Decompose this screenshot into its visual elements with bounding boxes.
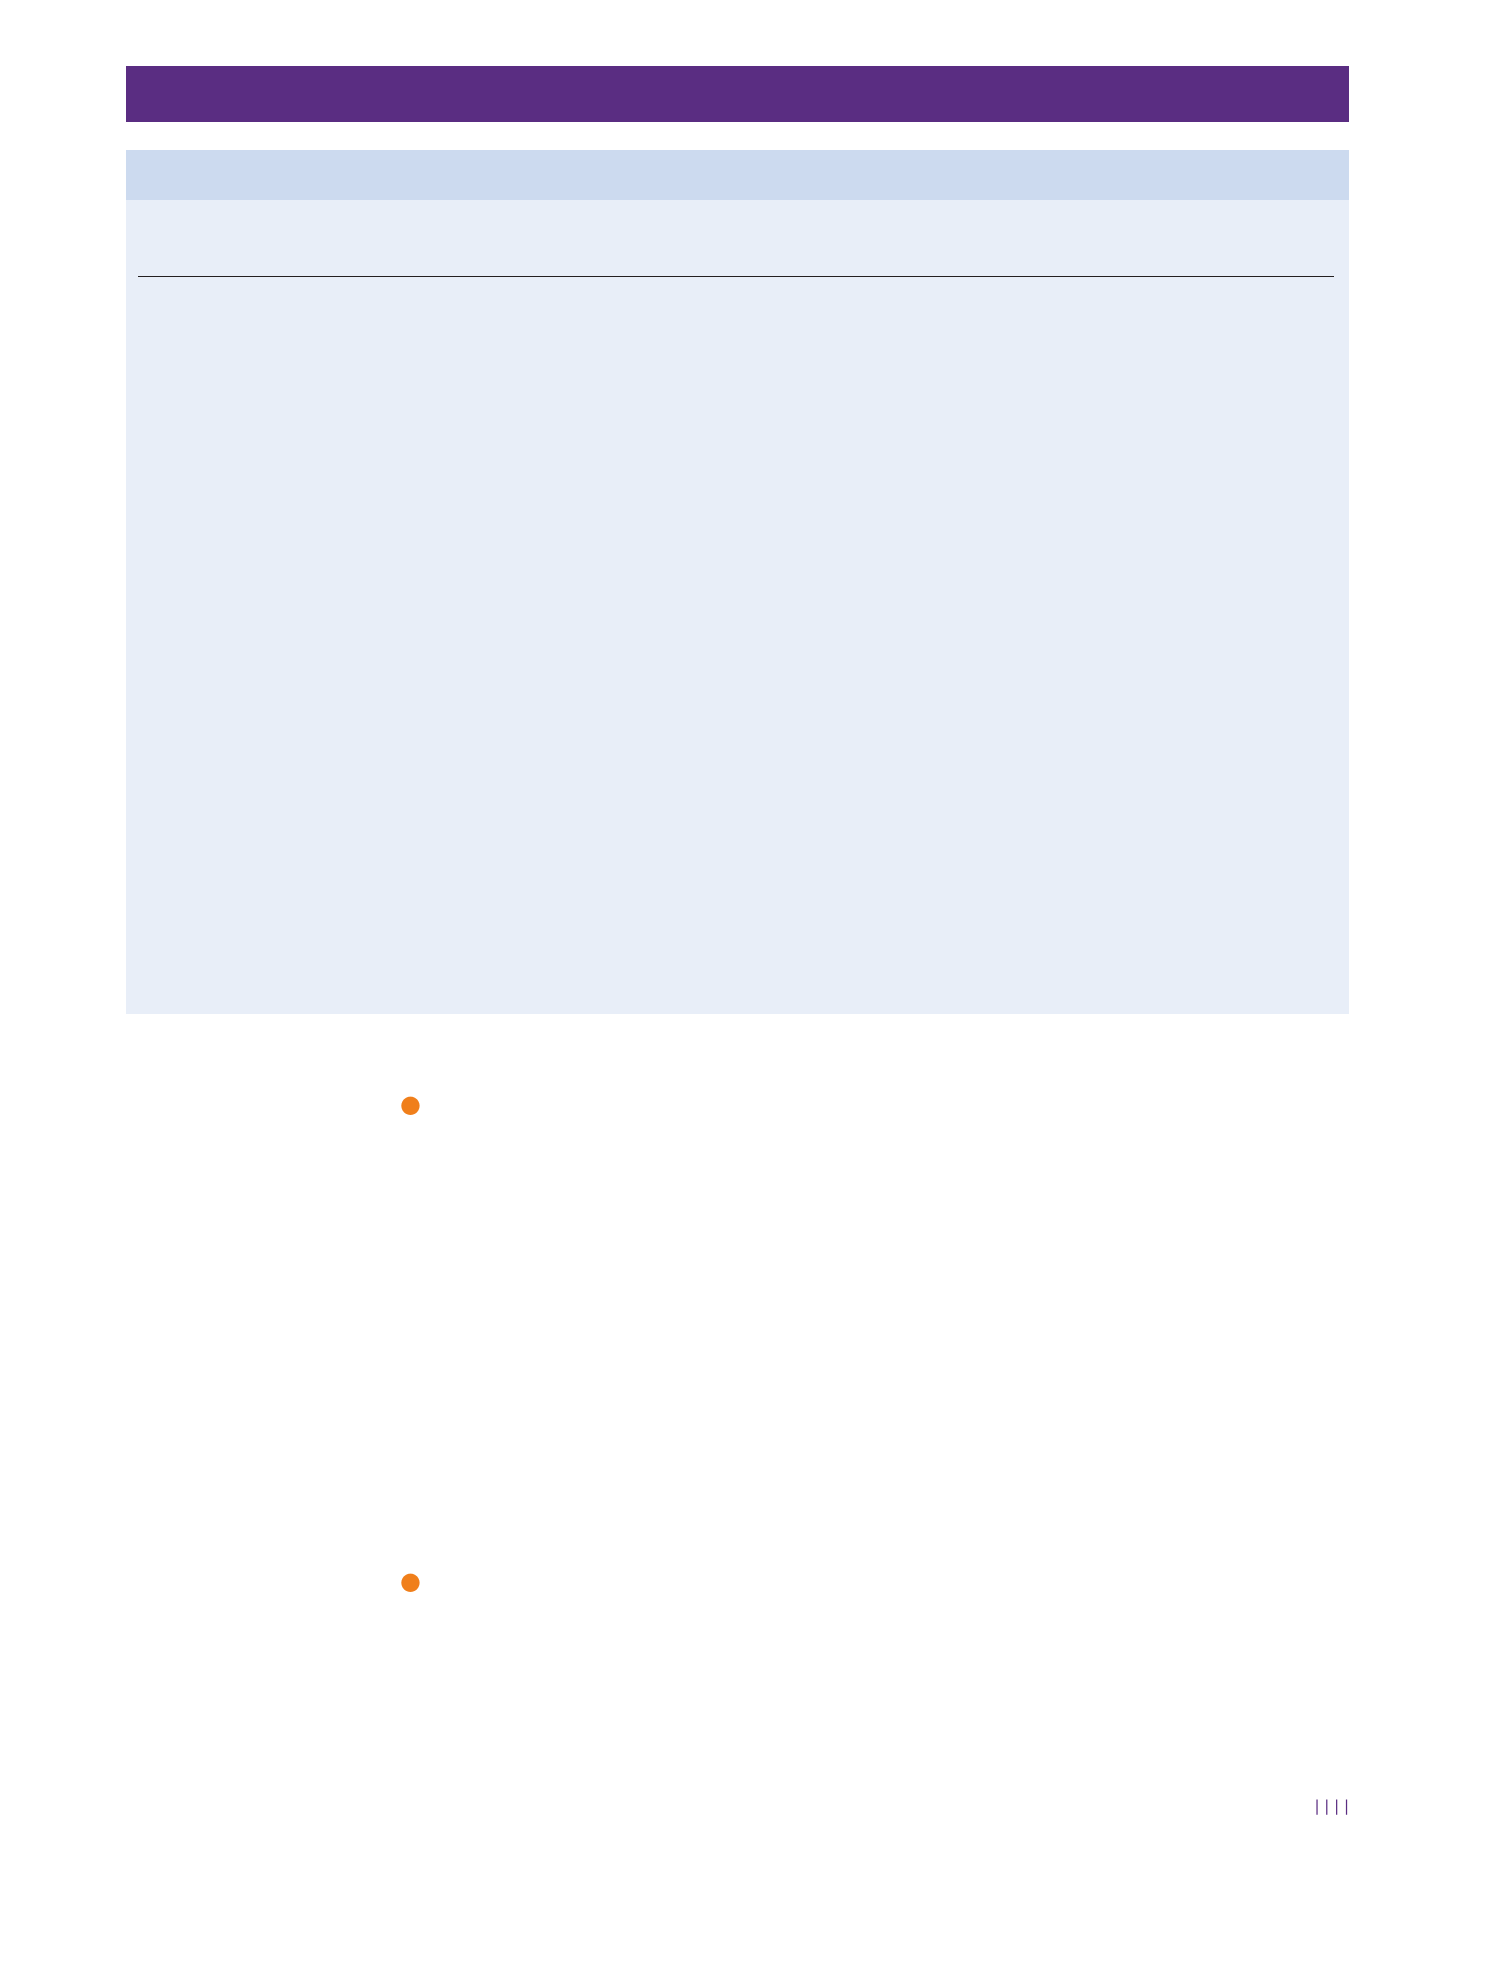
table-caption-bar <box>126 150 1349 200</box>
stage4-heading <box>400 1567 1350 1595</box>
stage3-heading <box>400 1090 1350 1118</box>
timing-dot-icon: ● <box>400 1567 421 1595</box>
footer-citation: | | | | <box>1314 1797 1349 1815</box>
journal-banner <box>126 66 1349 122</box>
table-box <box>126 150 1349 1014</box>
timing-dot-icon: ● <box>400 1090 421 1118</box>
header-rule <box>138 276 1334 277</box>
